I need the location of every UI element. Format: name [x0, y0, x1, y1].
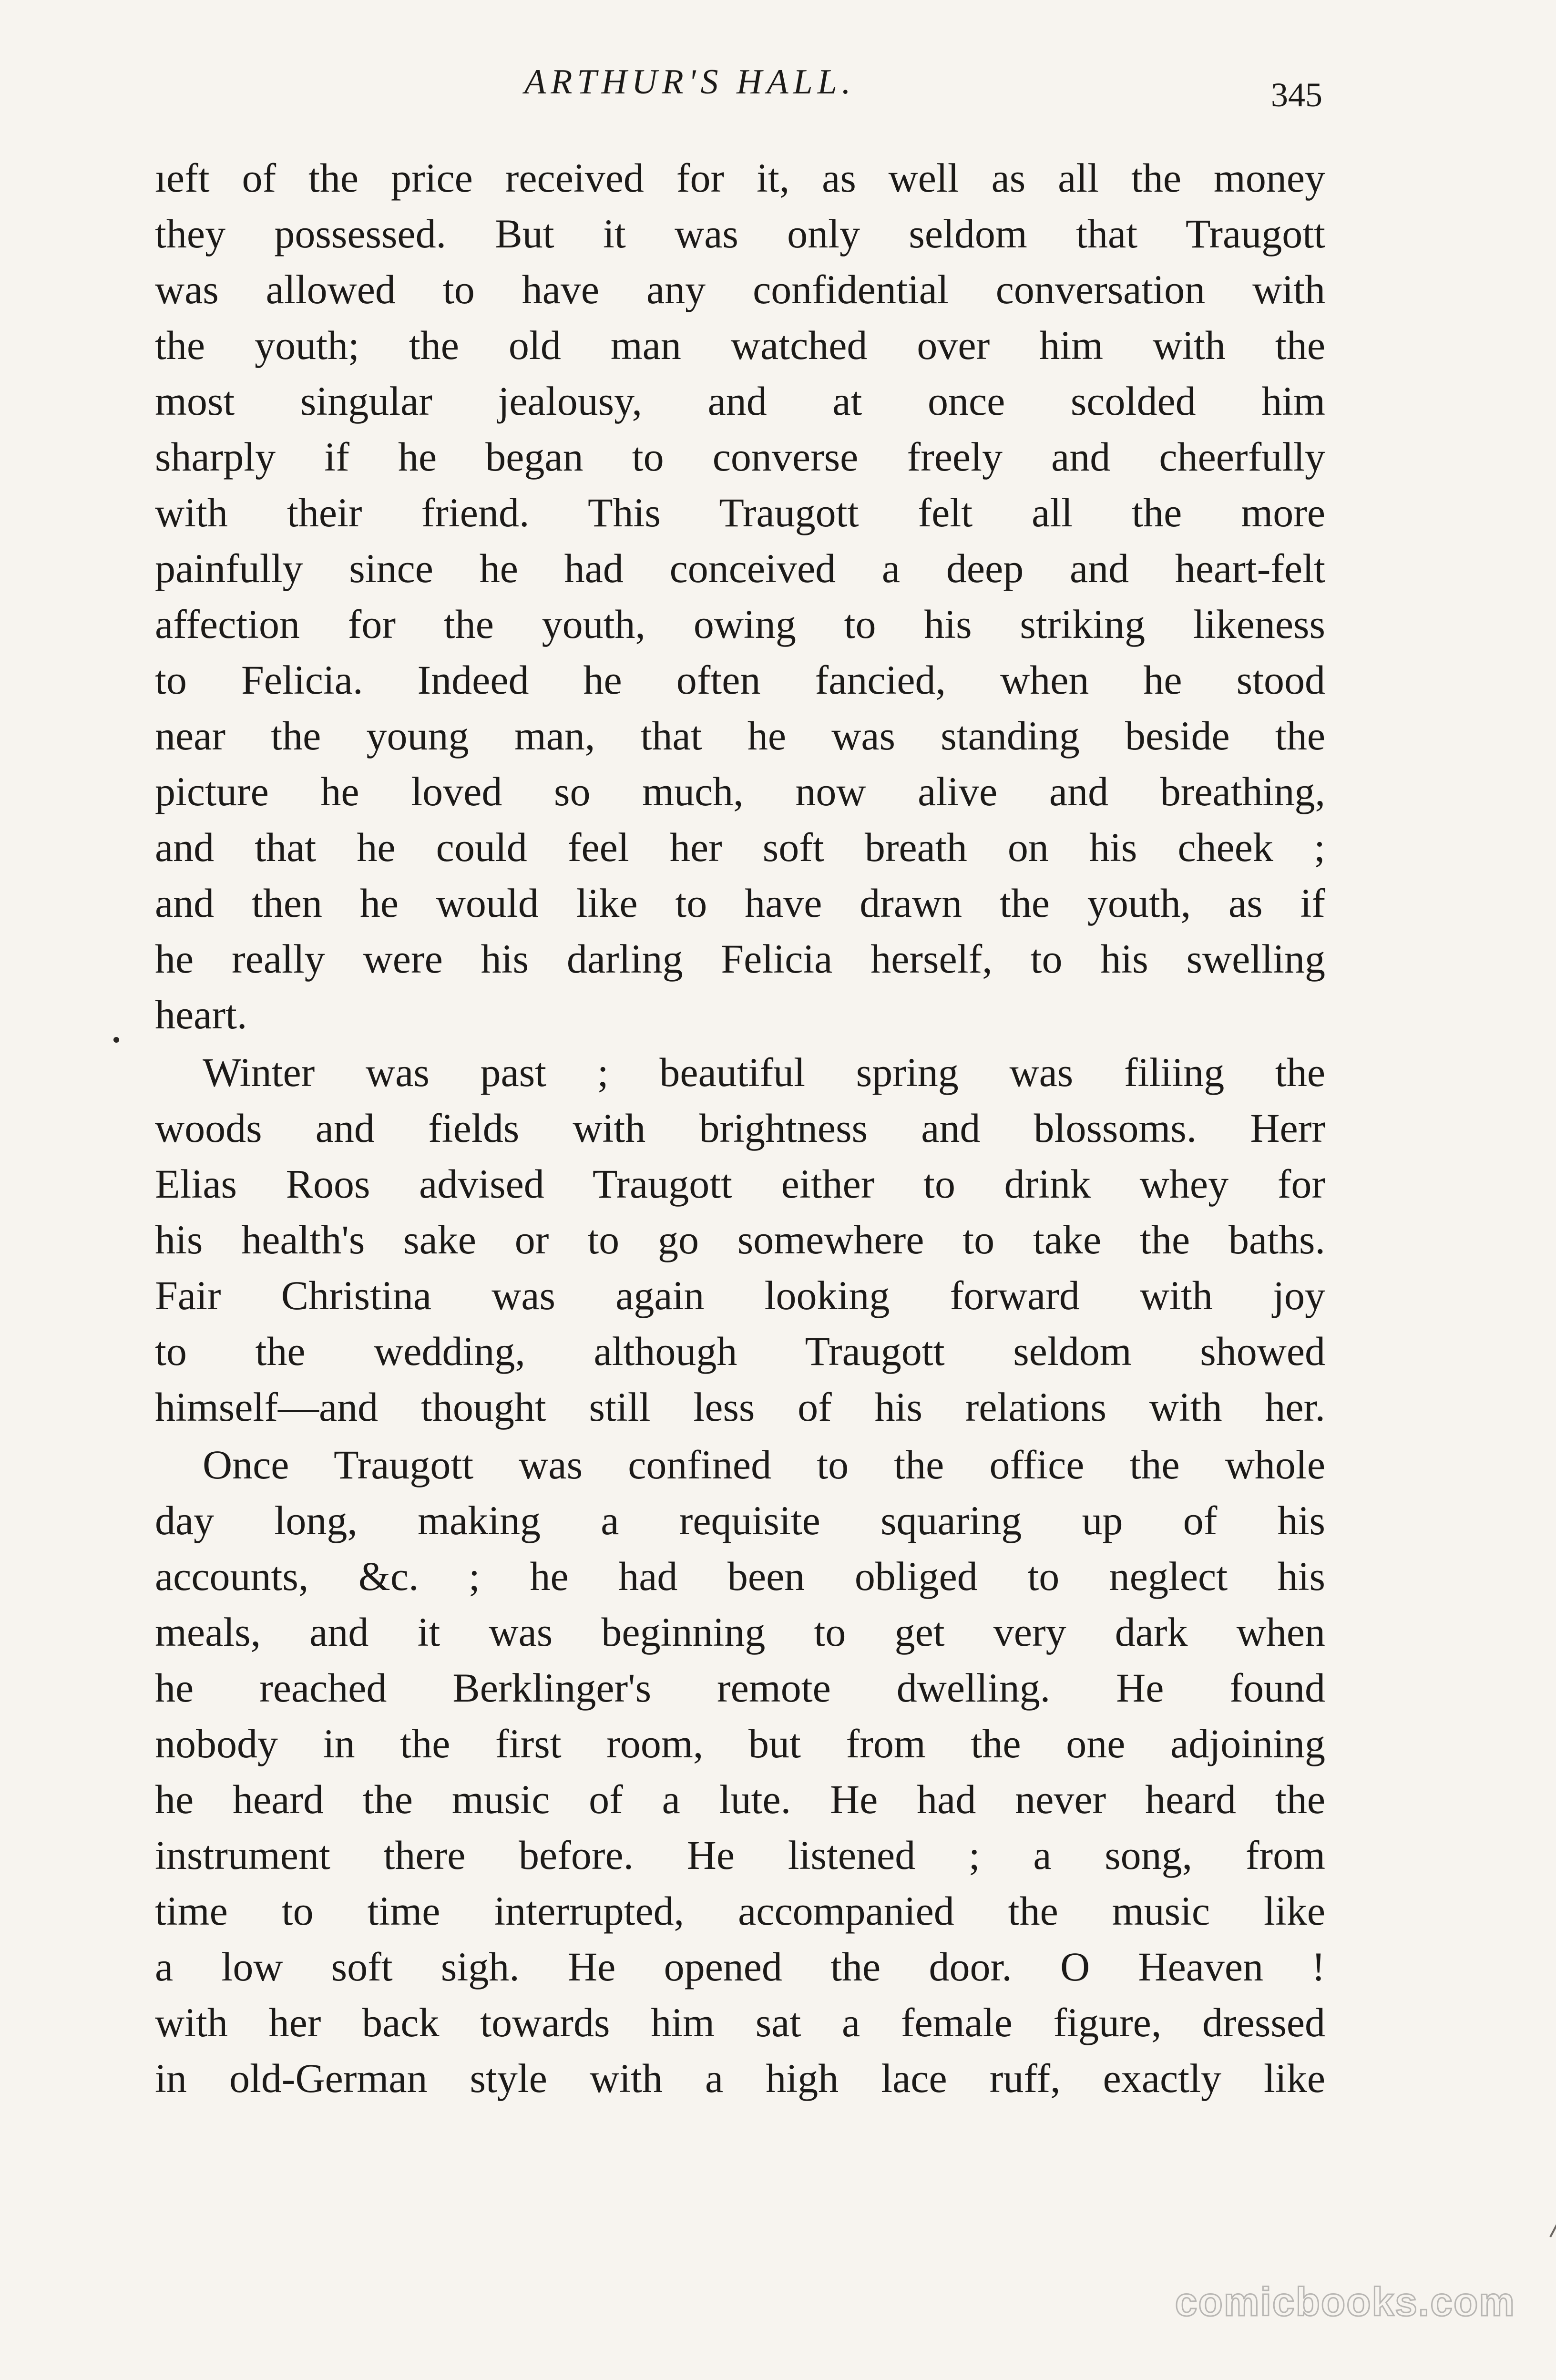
- text-line: he reached Berklinger's remote dwelling. He found: [155, 1665, 1325, 1711]
- text-line: day long, making a requisite squaring up of his: [155, 1498, 1325, 1543]
- text-line: nobody in the first room, but from the one adjoining: [155, 1721, 1325, 1766]
- text-line: with their friend. This Traugott felt all the more: [155, 490, 1325, 535]
- text-line: in old-German style with a high lace ruff, exactly like: [155, 2055, 1325, 2101]
- text-line: accounts, &c. ; he had been obliged to neglect his: [155, 1553, 1325, 1599]
- text-line: painfully since he had conceived a deep and heart-felt: [155, 545, 1325, 591]
- text-line: near the young man, that he was standing beside the: [155, 713, 1325, 759]
- text-line: was allowed to have any confidential conversation with: [155, 267, 1325, 312]
- text-line: heart.: [155, 992, 247, 1037]
- text-line: he really were his darling Felicia herself, to his swelling: [155, 936, 1325, 982]
- paragraph-first-line: Once Traugott was confined to the office the whole: [203, 1442, 1325, 1488]
- text-line: the youth; the old man watched over him with the: [155, 322, 1325, 368]
- page-number: 345: [1271, 76, 1322, 114]
- text-line: he heard the music of a lute. He had never heard the: [155, 1776, 1325, 1822]
- text-line: himself—and thought still less of his relations with her.: [155, 1384, 1325, 1430]
- text-line: time to time interrupted, accompanied the music like: [155, 1888, 1325, 1934]
- text-line: ıeft of the price received for it, as well as all the money: [155, 155, 1325, 201]
- text-line: with her back towards him sat a female figure, dressed: [155, 2000, 1325, 2045]
- text-line: and then he would like to have drawn the youth, as if: [155, 880, 1325, 926]
- paragraph-first-line: Winter was past ; beautiful spring was filiing the: [203, 1049, 1325, 1095]
- text-line: woods and fields with brightness and blossoms. Herr: [155, 1105, 1325, 1151]
- text-line: most singular jealousy, and at once scolded him: [155, 378, 1325, 424]
- watermark: comicbooks.com: [1175, 2279, 1515, 2324]
- running-title: ARTHUR'S HALL.: [524, 62, 856, 102]
- body-text: [155, 150, 1325, 2106]
- text-line: affection for the youth, owing to his striking likeness: [155, 601, 1325, 647]
- text-line: and that he could feel her soft breath on his cheek ;: [155, 824, 1325, 870]
- text-line: a low soft sigh. He opened the door. O Heaven !: [155, 1944, 1325, 1990]
- margin-dot: [113, 1037, 119, 1043]
- text-line: to Felicia. Indeed he often fancied, when he stood: [155, 657, 1325, 703]
- text-line: meals, and it was beginning to get very dark when: [155, 1609, 1325, 1655]
- text-line: picture he loved so much, now alive and breathing,: [155, 769, 1325, 814]
- text-line: Fair Christina was again looking forward with joy: [155, 1272, 1325, 1318]
- text-line: Elias Roos advised Traugott either to drink whey for: [155, 1161, 1325, 1207]
- corner-pencil-mark: [1549, 2127, 1556, 2237]
- text-line: his health's sake or to go somewhere to take the baths.: [155, 1217, 1325, 1262]
- text-line: sharply if he began to converse freely and cheerfully: [155, 434, 1325, 480]
- text-line: they possessed. But it was only seldom that Traugott: [155, 211, 1325, 256]
- text-line: to the wedding, although Traugott seldom showed: [155, 1328, 1325, 1374]
- text-line: instrument there before. He listened ; a song, from: [155, 1832, 1325, 1878]
